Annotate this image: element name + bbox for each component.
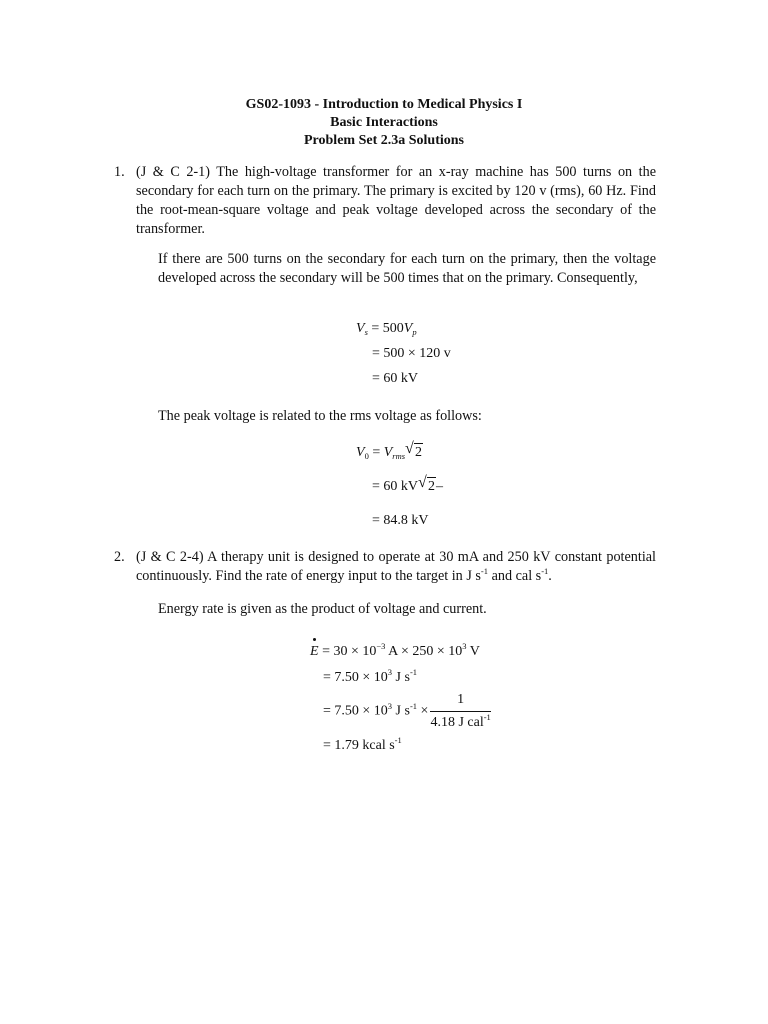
sqrt-radicand: 2 <box>415 445 423 460</box>
superscript: -1 <box>483 712 491 722</box>
equation-line <box>372 474 444 496</box>
eq-equals: = <box>372 445 381 460</box>
eq-text: A × 250 × 10 <box>385 644 463 659</box>
e-dot-var: E <box>310 644 319 659</box>
eq-text: J s <box>392 703 410 719</box>
eq-var: V <box>403 321 413 336</box>
eq-sub: s <box>364 327 368 337</box>
eq-var: V <box>383 445 393 460</box>
eq-text: = 1.79 kcal s <box>323 738 395 753</box>
problem-set-title: Problem Set 2.3a Solutions <box>304 133 464 148</box>
problem-text-part: and cal s <box>488 568 542 584</box>
eq-rhs: = 500 <box>371 321 404 336</box>
equation-line <box>323 737 402 755</box>
fraction <box>430 691 490 732</box>
topic-title: Basic Interactions <box>330 115 438 130</box>
fraction-denominator <box>430 711 490 732</box>
eq-text: = 7.50 × 10 <box>323 670 388 685</box>
equation-line <box>323 669 417 687</box>
eq-text: × <box>417 703 429 719</box>
problem-1-answer-intro: If there are 500 turns on the secondary for each turn on the primary, then the voltage developed across the secondary will be 500 times that on the primary. Consequently, <box>158 251 656 286</box>
problem-number: 1. <box>114 164 125 180</box>
peak-voltage-intro: The peak voltage is related to the rms voltage as follows: <box>158 408 482 424</box>
eq-text: 4.18 J cal <box>430 715 484 730</box>
course-title: GS02-1093 - Introduction to Medical Physics I <box>245 97 523 112</box>
eq-text: – <box>436 479 444 494</box>
exponent: −3 <box>376 641 386 651</box>
eq-sub: rms <box>392 451 406 461</box>
problem-text-part: . <box>548 568 552 584</box>
eq-sub: 0 <box>364 451 369 461</box>
exponent: 3 <box>462 641 467 651</box>
superscript: -1 <box>480 566 489 576</box>
equation-line: = 60 kV <box>372 371 419 386</box>
problem-1-statement <box>114 163 656 239</box>
equation-line: = 500 × 120 v <box>372 346 451 361</box>
sqrt-symbol: √ 2 <box>418 474 436 494</box>
eq-text: V <box>466 644 480 659</box>
exponent: 3 <box>387 667 393 677</box>
equation-energy-rate <box>310 643 480 661</box>
sqrt-radicand: 2 <box>428 479 436 494</box>
sqrt-symbol: √ 2 <box>405 440 423 460</box>
equation-line-fraction <box>323 691 491 732</box>
superscript: -1 <box>409 667 418 677</box>
superscript: -1 <box>541 566 549 576</box>
eq-text: = 30 × 10 <box>322 644 377 659</box>
equation-vs <box>356 320 417 338</box>
eq-sub: p <box>412 327 417 337</box>
eq-text: J s <box>392 670 410 685</box>
fraction-numerator: 1 <box>457 692 465 707</box>
eq-text: = 60 kV <box>372 479 419 494</box>
problem-text <box>136 548 656 586</box>
superscript: -1 <box>394 735 402 745</box>
exponent: 3 <box>387 700 393 711</box>
equation-v0 <box>356 440 423 462</box>
equation-line: = 84.8 kV <box>372 513 429 528</box>
problem-number: 2. <box>114 549 125 565</box>
eq-text: = 7.50 × 10 <box>323 703 388 719</box>
problem-text-part: (J & C 2-4) A therapy unit is designed to operate at 30 mA and 250 kV constant potential continuously. Find the rate of energy input to the target in J s <box>136 549 656 584</box>
superscript: -1 <box>409 700 418 711</box>
problem-2-statement <box>114 548 656 586</box>
eq-var: V <box>356 445 365 460</box>
eq-var: V <box>356 321 365 336</box>
document-title <box>0 96 768 150</box>
problem-2-answer-intro: Energy rate is given as the product of voltage and current. <box>158 601 487 617</box>
problem-text: (J & C 2-1) The high-voltage transformer for an x-ray machine has 500 turns on the secondary for each turn on the primary. The primary is excited by 120 v (rms), 60 Hz. Find the root-mean-square voltage and peak voltage developed across the secondary of the transformer. <box>136 164 656 237</box>
